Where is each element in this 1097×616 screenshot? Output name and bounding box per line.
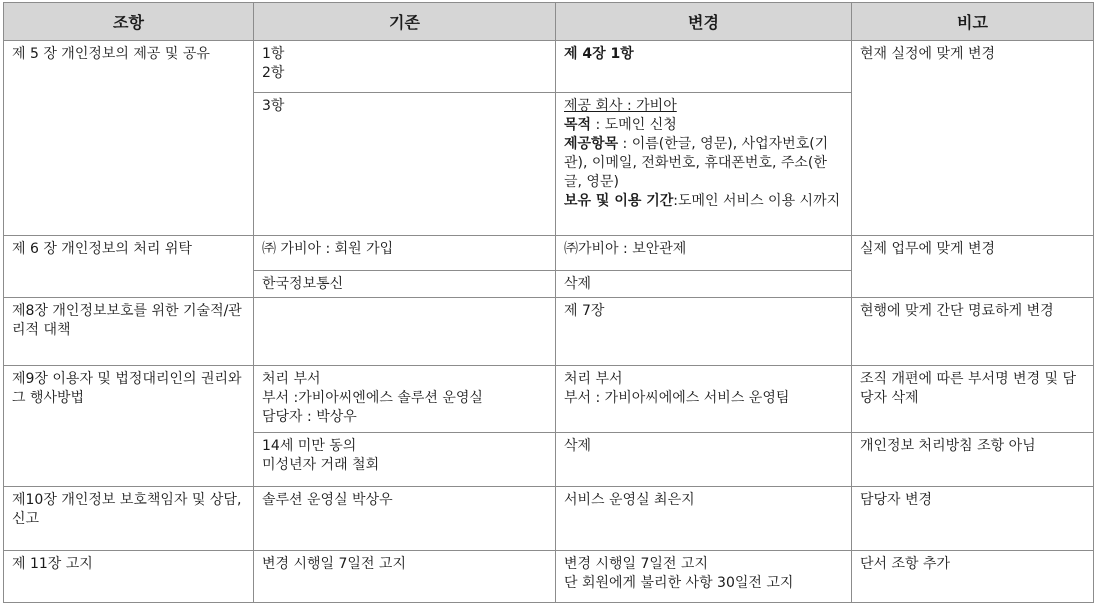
new-cell: 삭제: [556, 433, 852, 487]
article-cell: 제 5 장 개인정보의 제공 및 공유: [4, 41, 254, 236]
old-cell: 한국정보통신: [254, 271, 556, 298]
purpose-label: 목적: [564, 117, 592, 133]
old-cell: [254, 366, 556, 433]
note-cell: 현행에 맞게 간단 명료하게 변경: [852, 298, 1094, 366]
old-cell: ㈜ 가비아 : 회원 가입: [254, 236, 556, 271]
article-cell: 제9장 이용자 및 법정대리인의 권리와 그 행사방법: [4, 366, 254, 487]
period-value: :도메인 서비스 이용 시까지: [673, 193, 841, 209]
new-text: 처리 부서: [564, 371, 623, 387]
note-cell: 담당자 변경: [852, 487, 1094, 551]
header-article: 조항: [4, 3, 254, 41]
table-row: [4, 298, 1094, 366]
old-text: 14세 미만 동의: [262, 438, 357, 454]
article-cell: 제8장 개인정보보호를 위한 기술적/관리적 대책: [4, 298, 254, 366]
new-text: 제공 회사 : 가비아: [564, 98, 677, 114]
new-text: 부서 : 가비아씨에에스 서비스 운영팀: [564, 390, 790, 406]
header-old: 기존: [254, 3, 556, 41]
table-row: [4, 551, 1094, 603]
note-cell: 현재 실정에 맞게 변경: [852, 41, 1094, 236]
new-cell: [556, 93, 852, 236]
items-label: 제공항목: [564, 136, 619, 152]
old-cell: 변경 시행일 7일전 고지: [254, 551, 556, 603]
old-text: 미성년자 거래 철회: [262, 457, 380, 473]
policy-change-table: [3, 2, 1094, 603]
old-cell: [254, 298, 556, 366]
header-note: 비고: [852, 3, 1094, 41]
old-text: 1항: [262, 46, 285, 62]
old-cell: [254, 41, 556, 93]
purpose-value: : 도메인 신청: [591, 117, 677, 133]
new-cell: [556, 366, 852, 433]
note-cell: 개인정보 처리방침 조항 아님: [852, 433, 1094, 487]
new-text: 변경 시행일 7일전 고지: [564, 556, 708, 572]
header-new: 변경: [556, 3, 852, 41]
article-cell: 제 11장 고지: [4, 551, 254, 603]
new-cell: 제 7장: [556, 298, 852, 366]
article-cell: 제10장 개인정보 보호책임자 및 상담, 신고: [4, 487, 254, 551]
old-cell: 3항: [254, 93, 556, 236]
table-row: [4, 236, 1094, 271]
new-cell: ㈜가비아 : 보안관제: [556, 236, 852, 271]
note-cell: 단서 조항 추가: [852, 551, 1094, 603]
old-text: 2항: [262, 65, 285, 81]
items-value: : 이름(한글, 영문), 사업자번호(기관), 이메일, 전화번호, 휴대폰번호, 주소(한글, 영문): [564, 136, 829, 190]
new-cell: 서비스 운영실 최은지: [556, 487, 852, 551]
period-label: 보유 및 이용 기간: [564, 193, 674, 209]
note-cell: 조직 개편에 따른 부서명 변경 및 담당자 삭제: [852, 366, 1094, 433]
new-cell: 삭제: [556, 271, 852, 298]
old-text: 부서 :가비아씨엔에스 솔루션 운영실: [262, 390, 483, 406]
new-cell: [556, 41, 852, 93]
old-cell: [254, 433, 556, 487]
article-cell: 제 6 장 개인정보의 처리 위탁: [4, 236, 254, 298]
new-text: 단 회원에게 불리한 사항 30일전 고지: [564, 575, 794, 591]
new-text: 제 4장 1항: [564, 46, 634, 62]
old-text: 담당자 : 박상우: [262, 409, 357, 425]
table-row: [4, 487, 1094, 551]
old-cell: 솔루션 운영실 박상우: [254, 487, 556, 551]
new-cell: [556, 551, 852, 603]
header-row: [4, 3, 1094, 41]
old-text: 처리 부서: [262, 371, 321, 387]
table-row: [4, 41, 1094, 93]
note-cell: 실제 업무에 맞게 변경: [852, 236, 1094, 298]
table-row: [4, 366, 1094, 433]
